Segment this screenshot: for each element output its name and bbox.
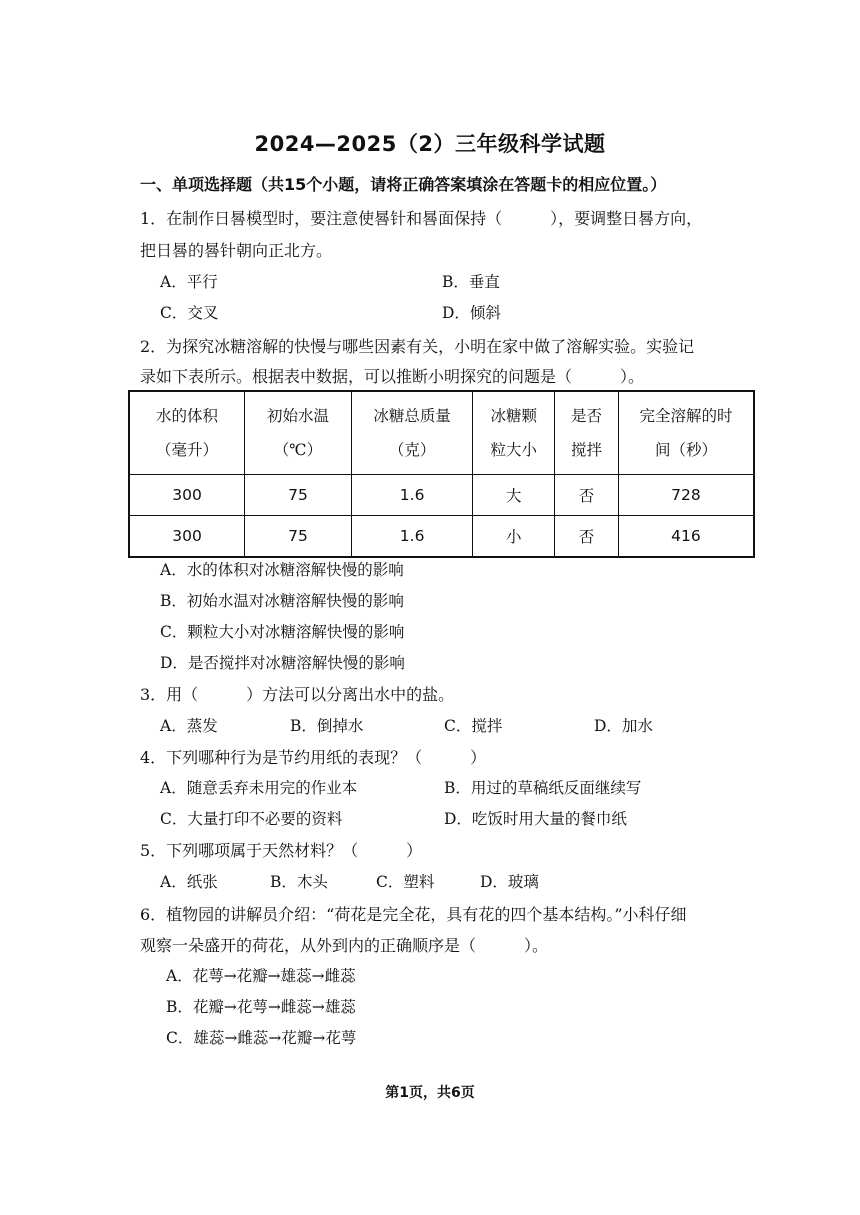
question-1-line-2: 把日晷的晷针朝向正北方。 <box>140 241 333 260</box>
question-4-option-d: D．吃饭时用大量的餐巾纸 <box>444 810 627 828</box>
question-4-line-1: 4．下列哪种行为是节约用纸的表现？（ ） <box>140 748 487 767</box>
table-header-cell: 冰糖颗 粒大小 <box>473 391 555 475</box>
question-1-option-b: B．垂直 <box>442 273 500 291</box>
exam-title: 2024—2025（2）三年级科学试题 <box>254 132 606 156</box>
table-header-cell: 冰糖总质量 （克） <box>351 391 473 475</box>
table-cell: 否 <box>555 475 619 516</box>
question-5-option-b: B．木头 <box>270 873 328 891</box>
question-1-line-1: 1．在制作日晷模型时，要注意使晷针和晷面保持（ ），要调整日晷方向， <box>140 209 703 228</box>
question-3-line-1: 3．用（ ）方法可以分离出水中的盐。 <box>140 685 455 704</box>
question-6-option-a: A．花萼→花瓣→雄蕊→雌蕊 <box>166 967 356 985</box>
table-header-cell: 水的体积 （毫升） <box>129 391 245 475</box>
table-cell: 416 <box>618 516 754 558</box>
table-cell: 728 <box>618 475 754 516</box>
table-header-cell: 完全溶解的时 间（秒） <box>618 391 754 475</box>
page-number: 第1页，共6页 <box>385 1085 475 1101</box>
table-cell: 75 <box>245 516 352 558</box>
table-header-row <box>129 391 754 475</box>
question-1-option-c: C．交叉 <box>160 304 219 322</box>
question-2-option-b: B．初始水温对冰糖溶解快慢的影响 <box>160 592 404 610</box>
question-5-line-1: 5．下列哪项属于天然材料？（ ） <box>140 841 423 860</box>
table-header-cell: 初始水温 （℃） <box>245 391 352 475</box>
table-header-cell: 是否 搅拌 <box>555 391 619 475</box>
table-row <box>129 516 754 558</box>
question-1-option-d: D．倾斜 <box>442 304 501 322</box>
question-3-option-b: B．倒掉水 <box>290 717 364 735</box>
table-cell: 大 <box>473 475 555 516</box>
question-6-line-2: 观察一朵盛开的荷花，从外到内的正确顺序是（ ）。 <box>140 936 549 955</box>
question-2-option-c: C．颗粒大小对冰糖溶解快慢的影响 <box>160 623 405 641</box>
question-5-option-d: D．玻璃 <box>480 873 539 891</box>
question-2-line-1: 2．为探究冰糖溶解的快慢与哪些因素有关，小明在家中做了溶解实验。实验记 <box>140 337 695 356</box>
section-heading: 一、单项选择题（共15个小题，请将正确答案填涂在答题卡的相应位置。） <box>140 175 667 194</box>
question-3-option-c: C．搅拌 <box>444 717 503 735</box>
question-1-option-a: A．平行 <box>160 273 218 291</box>
table-cell: 小 <box>473 516 555 558</box>
question-6-option-c: C．雄蕊→雌蕊→花瓣→花萼 <box>166 1029 357 1047</box>
table-cell: 1.6 <box>351 475 473 516</box>
question-2-line-2: 录如下表所示。根据表中数据，可以推断小明探究的问题是（ ）。 <box>140 367 645 386</box>
question-5-option-c: C．塑料 <box>376 873 435 891</box>
question-3-option-d: D．加水 <box>594 717 653 735</box>
table-cell: 1.6 <box>351 516 473 558</box>
table-row <box>129 475 754 516</box>
table-cell: 300 <box>129 475 245 516</box>
question-6-line-1: 6．植物园的讲解员介绍：“荷花是完全花，具有花的四个基本结构。”小科仔细 <box>140 905 687 924</box>
dissolving-data-table <box>128 390 755 558</box>
table-cell: 75 <box>245 475 352 516</box>
question-4-option-a: A．随意丢弃未用完的作业本 <box>160 779 358 797</box>
question-2-option-d: D．是否搅拌对冰糖溶解快慢的影响 <box>160 654 405 672</box>
question-6-option-b: B．花瓣→花萼→雌蕊→雄蕊 <box>166 998 356 1016</box>
table-cell: 否 <box>555 516 619 558</box>
question-4-option-b: B．用过的草稿纸反面继续写 <box>444 779 642 797</box>
question-4-option-c: C．大量打印不必要的资料 <box>160 810 343 828</box>
question-3-option-a: A．蒸发 <box>160 717 218 735</box>
question-5-option-a: A．纸张 <box>160 873 218 891</box>
table-cell: 300 <box>129 516 245 558</box>
question-2-option-a: A．水的体积对冰糖溶解快慢的影响 <box>160 561 404 579</box>
